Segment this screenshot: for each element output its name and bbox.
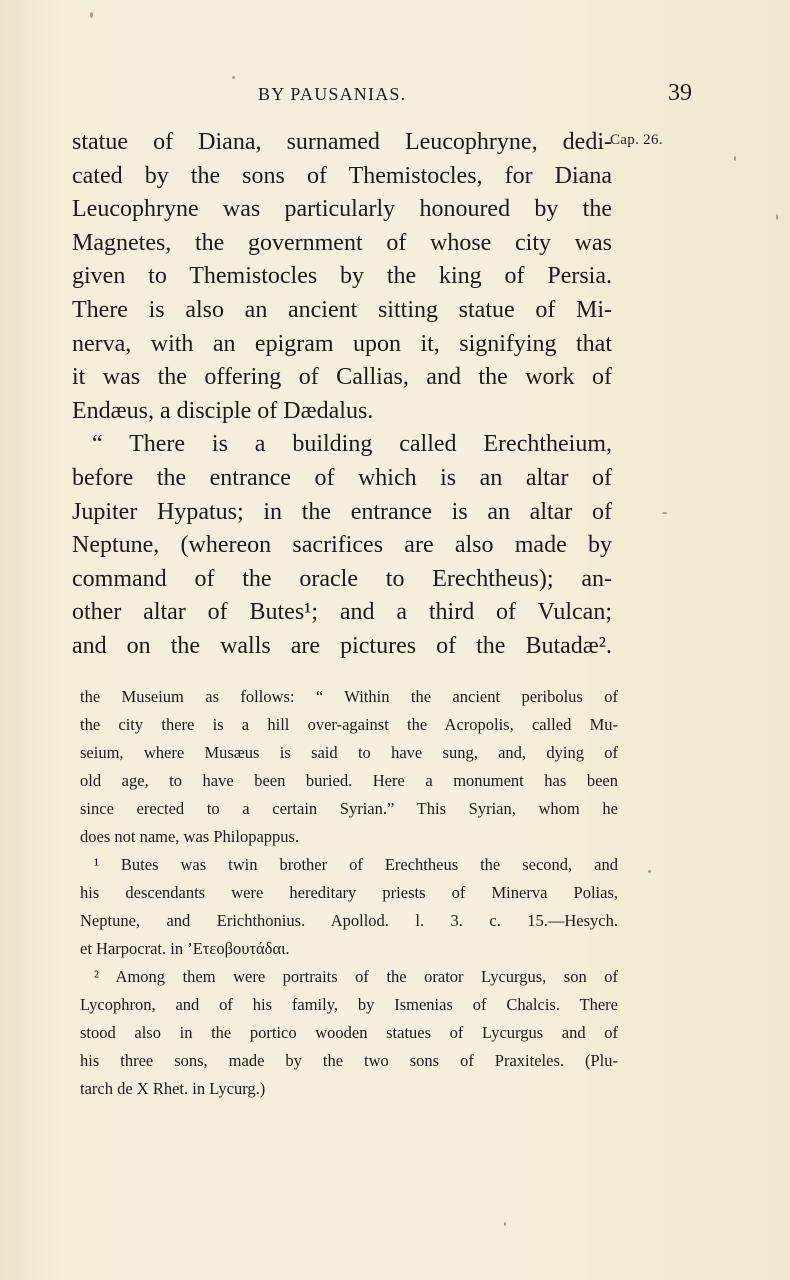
footnote-line: stood also in the portico wooden statues of Lycurgus and of [80,1023,618,1042]
text-line: given to Themistocles by the king of Persia. [72,263,612,290]
text-line: Neptune, (whereon sacrifices are also made by [72,532,612,559]
text-line: There is also an ancient sitting statue of Mi- [72,296,612,323]
footnote-line: the Museium as follows: “ Within the ancient peribolus of [80,687,618,706]
footnote-line: his three sons, made by the two sons of Praxiteles. (Plu- [80,1051,618,1070]
text-line: nerva, with an epigram upon it, signifying that [72,330,612,357]
paper-speck [90,12,93,18]
text-line: Jupiter Hypatus; in the entrance is an altar of [72,498,612,525]
footnote-line: seium, where Musæus is said to have sung, and, dying of [80,743,618,762]
text-line: Magnetes, the government of whose city was [72,229,612,256]
text-line: before the entrance of which is an altar of [72,464,612,491]
running-head [0,80,790,110]
text-line: command of the oracle to Erechtheus); an- [72,565,612,592]
margin-chapter-note: Cap. 26. [610,132,663,148]
text-line: statue of Diana, surnamed Leucophryne, dedi- [72,129,612,155]
footnotes [80,683,618,1103]
footnote-line: does not name, was Philopappus. [80,827,300,846]
main-text [72,126,612,664]
footnote-line: tarch de X Rhet. in Lycurg.) [80,1079,266,1098]
text-line: Leucophryne was particularly honoured by the [72,196,612,223]
footnote-line: Lycophron, and of his family, by Ismenias of Chalcis. There [80,995,618,1014]
page-number: 39 [668,80,692,106]
text-line: “ There is a building called Erechtheium, [92,431,612,458]
text-line: cated by the sons of Themistocles, for Diana [72,162,612,189]
paper-speck [662,512,667,514]
text-line: and on the walls are pictures of the Butadæ². [72,632,612,659]
footnote-line: since erected to a certain Syrian.” This Syrian, whom he [80,799,618,818]
text-line: Endæus, a disciple of Dædalus. [72,397,374,424]
text-line: it was the offering of Callias, and the work of [72,364,612,391]
paper-speck [648,870,651,873]
footnote-line: ² Among them were portraits of the orator Lycurgus, son of [94,967,618,986]
footnote-line: old age, to have been buried. Here a monument has been [80,771,618,790]
footnote-line: ¹ Butes was twin brother of Erechtheus the second, and [94,855,618,874]
text-line: other altar of Butes¹; and a third of Vulcan; [72,599,612,626]
footnote-line: Neptune, and Erichthonius. Apollod. l. 3. c. 15.—Hesych. [80,911,618,930]
running-title: BY PAUSANIAS. [258,84,407,104]
footnote-line: the city there is a hill over-against the Acropolis, called Mu- [80,715,618,734]
paper-speck [504,1222,506,1226]
paper-speck [776,214,778,220]
paper-speck [734,156,736,161]
footnote-line: et Harpocrat. in ’Ετεοβουτάδαι. [80,939,290,958]
footnote-line: his descendants were hereditary priests of Minerva Polias, [80,883,618,902]
paper-speck [232,76,235,79]
